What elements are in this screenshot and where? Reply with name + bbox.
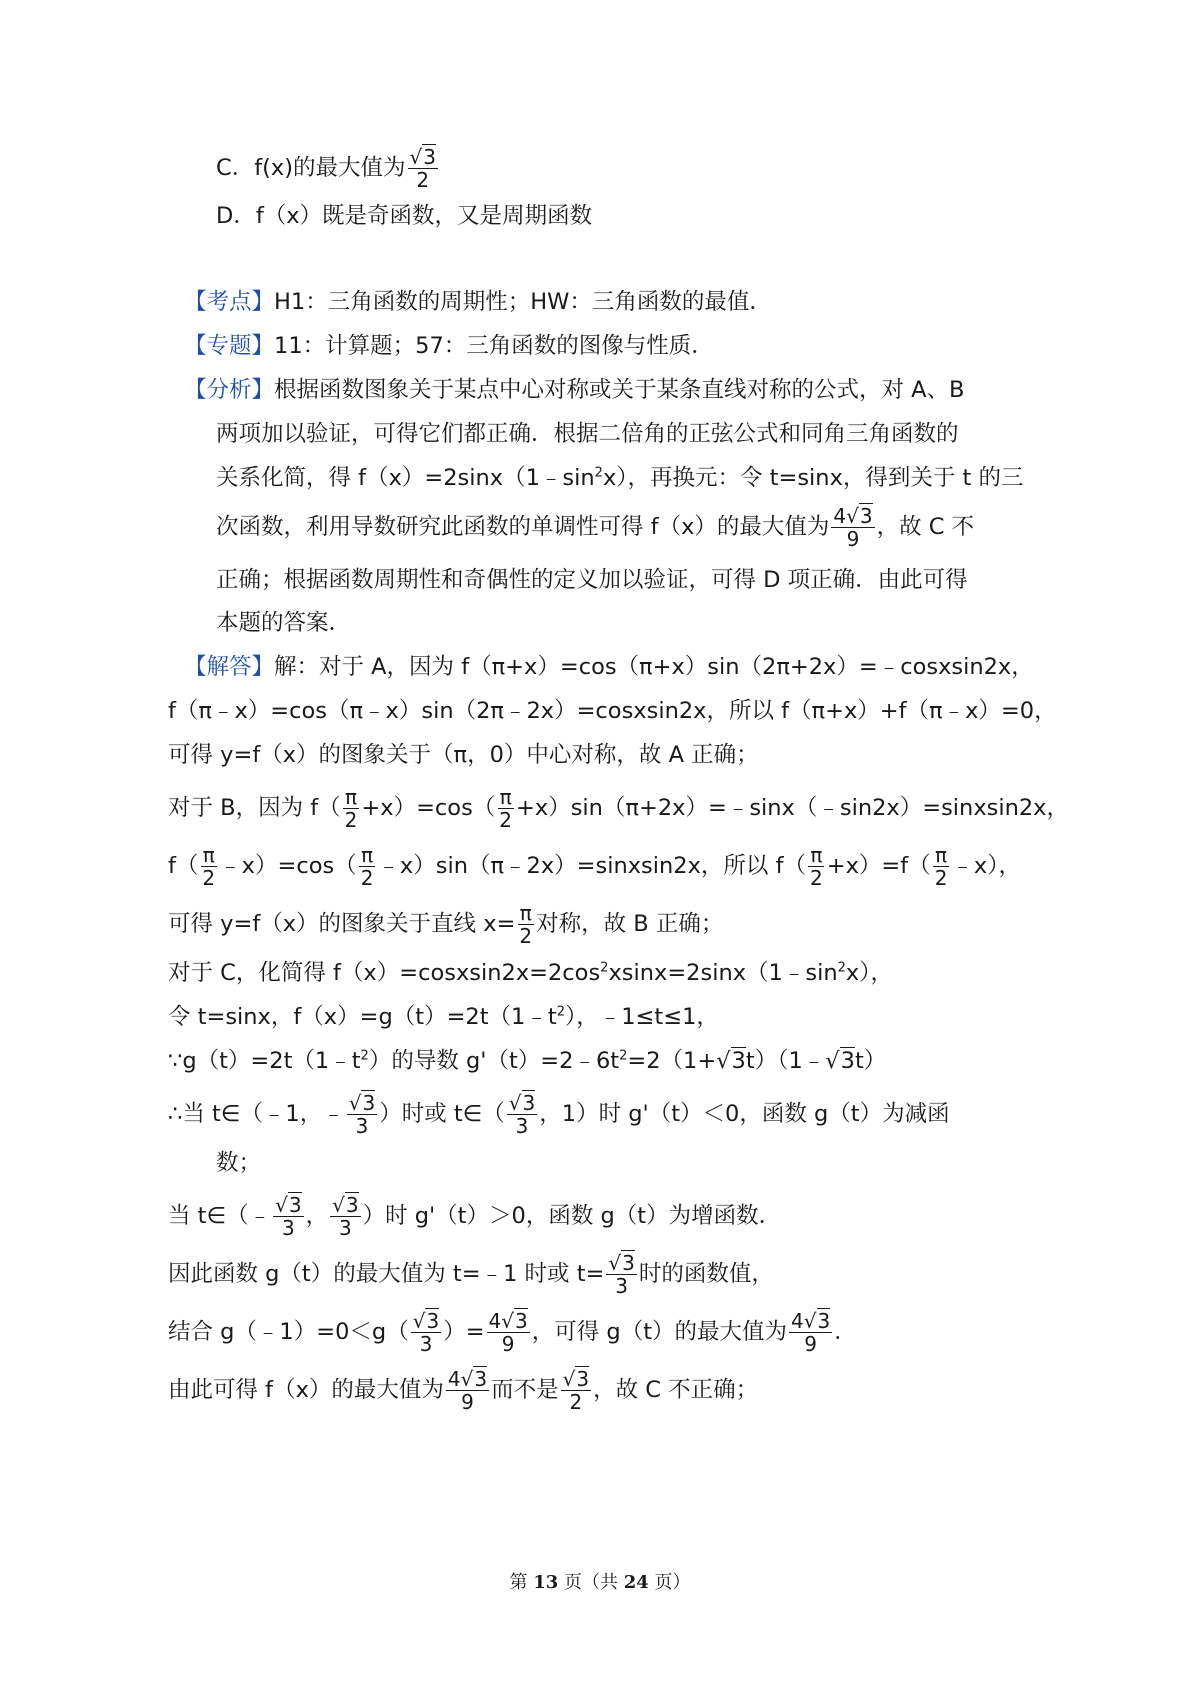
kaodian-line [184,285,772,319]
page-footer: 第 13 页（共 24 页） [509,1572,691,1593]
jieda-tag: 【解答】 [184,654,275,680]
fenxi-line-3: 关系化简，得 $f(x)=2\sin x(1﹣\sin^2x)$，再换元：令 t=sinx，得到关于 t 的三 [216,465,1024,491]
fenxi-line-4: 次函数，利用导数研究此函数的单调性可得 f（x）的最大值为 $\frac{4√3}{9}$ ，故 C 不 [216,504,975,551]
jieda-b-line-1: 对于 B，因为 f（ $\frac{\pi}{2}$ +x）=cos（ $\frac{\pi}{2}$ +x）sin（π+2x）=﹣sinx（﹣sin2x）=sinxsin2x， [168,785,1069,832]
fenxi-tag: 【分析】 [184,377,275,403]
option-c-text: C．f(x)的最大值为 [216,155,406,181]
jieda-b-line-2: f（ $\frac{\pi}{2}$ ﹣x）=cos（ $\frac{\pi}{2}$ ﹣x）sin（π﹣2x）=sinxsin2x，所以 f（ $\frac{\pi}{2}$ +x）=f（ $\frac{\pi}{2}$ ﹣x）， [168,843,1021,890]
kaodian-tag: 【考点】 [184,289,275,315]
zhuanti-line [184,329,714,363]
jieda-c-line-1: 对于 C，化简得 $f(x)=cosxsin2x=2\cos^2xsinx=2\sin x(1﹣\sin^2x)$， [168,960,893,986]
fenxi-line-2: 两项加以验证，可得它们都正确．根据二倍角的正弦公式和同角三角函数的 [216,421,959,447]
fenxi-line-6: 本题的答案． [216,610,352,636]
jieda-b-line-3: 可得 y=f（x）的图象关于直线 x= $\frac{\pi}{2}$ 对称，故 B 正确； [168,901,724,948]
jieda-line-3: 可得 y=f（x）的图象关于（π，0）中心对称，故 A 正确； [168,742,759,768]
total-pages: 24 [623,1572,649,1593]
jieda-c-line-9: 由此可得 f（x）的最大值为 $\frac{4√3}{9}$ 而不是 $\frac{√3}{2}$ ，故 C 不正确； [168,1367,759,1414]
jieda-line-2: f（π﹣x）=cos（π﹣x）sin（2π﹣2x）=cosxsin2x，所以 f（π+x）+f（π﹣x）=0， [168,698,1057,724]
fenxi-line-1 [184,373,965,407]
fenxi-line-5: 正确；根据函数周期性和奇偶性的定义加以验证，可得 D 项正确．由此可得 [216,567,968,593]
jieda-c-line-7: 因此函数 g（t）的最大值为 t=﹣1 时或 t= $\frac{√3}{3}$ 时的函数值， [168,1251,774,1298]
kaodian-text: H1：三角函数的周期性；HW：三角函数的最值． [274,289,772,315]
zhuanti-tag: 【专题】 [184,333,275,359]
fraction-sqrt3-over-2: $\frac{√3}{2}$ [409,145,436,192]
option-c [216,146,440,191]
jieda-c-line-8: 结合 g（﹣1）=0＜g（ $\frac{√3}{3}$ ）= $\frac{4√3}{9}$ ，可得 g（t）的最大值为 $\frac{4√3}{9}$ ． [168,1309,857,1356]
jieda-line-1: 【解答】解：对于 A，因为 f（π+x）=cos（π+x）sin（2π+2x）=﹣cosxsin2x， [184,654,1034,680]
fenxi-text-1: 根据函数图象关于某点中心对称或关于某条直线对称的公式，对 A、B [274,377,965,403]
fraction-4sqrt3-over-9: $\frac{4√3}{9}$ [833,504,873,551]
option-d: D．f（x）既是奇函数，又是周期函数 [216,203,593,229]
jieda-c-line-4: ∴当 t∈（﹣1，﹣ $\frac{√3}{3}$ ）时或 t∈（ $\frac{√3}{3}$ ，1）时 g'（t）＜0，函数 g（t）为减函 [168,1091,950,1138]
jieda-c-line-6: 当 t∈（﹣ $\frac{√3}{3}$ ， $\frac{√3}{3}$ ）时 g'（t）＞0，函数 g（t）为增函数． [168,1193,782,1240]
page-number: 13 [533,1572,559,1593]
zhuanti-text: 11：计算题；57：三角函数的图像与性质． [274,333,714,359]
jieda-c-line-3: $\because g(t)=2t(1﹣t^2)$的导数 $g'(t)=2﹣6t^2=2(1+√3t)(1﹣√3t)$ [168,1048,887,1074]
jieda-c-line-5: 数； [216,1150,262,1176]
jieda-c-line-2: 令 t=sinx，$f(x)=g(t)=2t(1﹣t^2)$，﹣1≤t≤1， [168,1004,719,1030]
